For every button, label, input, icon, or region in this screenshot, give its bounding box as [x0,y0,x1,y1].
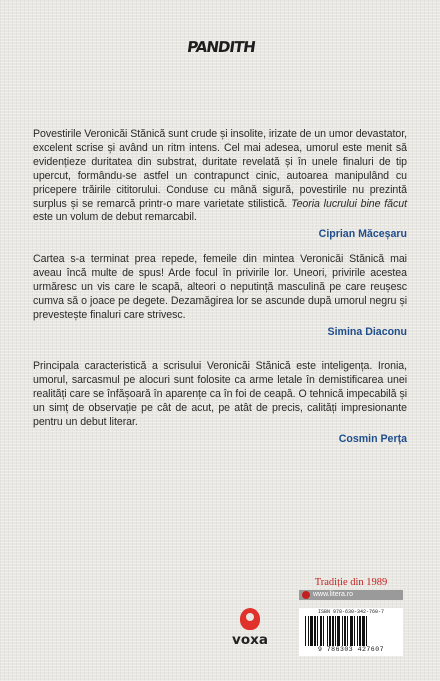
website-bar [299,590,403,600]
quote-block-3 [33,360,407,445]
book-title: Teoria lucrului bine făcut [291,197,407,210]
tagline: Tradiție din 1989 [314,577,388,588]
website-text: www.litera.ro [313,591,354,598]
quote-text: Cartea s-a terminat prea repede, femeile din mintea Veronicăi Stănică mai aveau încă multe de spus! Arde focul în privirile lor. Uneori, privirile acestea urmăresc un vis care le scapă, alteori o neputință masculină pe care reușesc cumva să o joace pe degete. Dezamăgirea lor se ascunde după umorul negru și prevestește finaluri care strivesc. [33,253,407,321]
voxa-mark-icon [240,608,260,630]
isbn-text: ISBN 978-630-342-760-7 [317,609,384,615]
barcode-icon [303,616,399,646]
voxa-wordmark: voxa [232,632,268,648]
barcode-digits: 9 786303 427607 [317,646,384,653]
quote-block-2 [33,253,407,338]
publisher-logo: PANDITH [185,38,257,56]
isbn-barcode-box [299,608,403,656]
quote-author: Ciprian Măceșaru [318,228,407,241]
quote-author: Cosmin Perța [338,432,407,445]
quote-block-1 [33,128,407,240]
quote-text: Povestirile Veronicăi Stănică sunt crude și insolite, irizate de un umor devastator, excelent scrise și având un ritm intens. Cel mai adesea, umorul este menit să evidențieze duritatea din substrat, duritate revelată și în unele finaluri de tip upercut, formându-se astfel un contrapunct cinic, autoarea manipulând cu pricepere trăirile cititorului. Conduse cu mână sigură, povestirile nu prezintă surplus și se remarcă printr-o mare varietate stilistică. Teoria lucrului bine făcut este un volum de debut remarcabil. [33,128,407,224]
litera-icon [302,591,310,599]
quote-text: Principala caracteristică a scrisului Veronicăi Stănică este inteligența. Ironia, umorul, sarcasmul pe alocuri sunt folosite ca arme letale în demistificarea unei realități care se înfășoară în aparențe ca în foi de ceapă. O tehnică impecabilă și un simț de observație pe cât de acut, pe atât de precis, calități impresionante pentru un debut literar. [33,360,407,428]
voxa-logo [229,608,271,656]
quote-author: Simina Diaconu [327,325,407,338]
